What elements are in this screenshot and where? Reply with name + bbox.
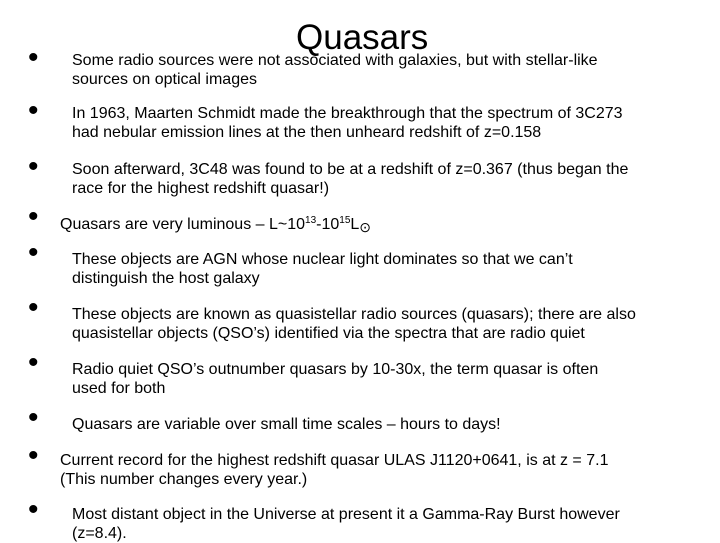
exponent: 13: [305, 215, 317, 226]
bullet-text-line: used for both: [72, 380, 166, 397]
bullet-item: [72, 250, 573, 288]
bullet-text-line: race for the highest redshift quasar!): [72, 180, 330, 197]
bullet-item: [60, 215, 371, 234]
sun-symbol-icon: ⊙: [359, 219, 372, 235]
bullet-icon: •: [28, 200, 39, 233]
bullet-text-line: had nebular emission lines at the then unheard redshift of z=0.158: [72, 124, 542, 141]
bullet-text-line: Radio quiet QSO’s outnumber quasars by 10-30x, the term quasar is often: [72, 361, 599, 378]
bullet-text-line: (This number changes every year.): [60, 471, 308, 488]
bullet-item: [72, 415, 501, 434]
bullet-icon: •: [28, 94, 39, 127]
bullet-text-line: Soon afterward, 3C48 was found to be at a redshift of z=0.367 (thus began the: [72, 161, 629, 178]
bullet-icon: •: [28, 291, 39, 324]
bullet-text-line: Most distant object in the Universe at present it a Gamma-Ray Burst however: [72, 506, 620, 523]
bullet-icon: •: [28, 401, 39, 434]
bullet-icon: •: [28, 493, 39, 526]
bullet-icon: •: [28, 41, 39, 74]
bullet-item: [60, 451, 608, 489]
bullet-item: [72, 360, 598, 398]
bullet-item: [72, 505, 620, 543]
bullet-icon: •: [28, 236, 39, 269]
slide-title: Quasars: [296, 18, 429, 57]
bullet-item: [72, 160, 628, 198]
bullet-text-line: These objects are known as quasistellar radio sources (quasars); there are also: [72, 306, 636, 323]
bullet-icon: •: [28, 439, 39, 472]
bullet-text-line: Quasars are variable over small time scales – hours to days!: [72, 416, 501, 433]
bullet-text-prefix: Quasars are very luminous – L~10: [60, 216, 306, 233]
bullet-text-line: Current record for the highest redshift quasar ULAS J1120+0641, is at z = 7.1: [60, 452, 609, 469]
bullet-text-dash: -10: [316, 216, 340, 233]
bullet-text-line: Some radio sources were not associated with galaxies, but with stellar-like: [72, 52, 598, 69]
bullet-item: [72, 305, 636, 343]
bullet-icon: •: [28, 346, 39, 379]
bullet-item: [72, 104, 623, 142]
luminosity-unit: L: [350, 216, 360, 233]
bullet-text-line: distinguish the host galaxy: [72, 270, 260, 287]
bullet-text-line: (z=8.4).: [72, 525, 127, 542]
bullet-icon: •: [28, 150, 39, 183]
bullet-text-line: These objects are AGN whose nuclear light dominates so that we can’t: [72, 251, 573, 268]
bullet-text-line: In 1963, Maarten Schmidt made the breakthrough that the spectrum of 3C273: [72, 105, 623, 122]
bullet-text-line: sources on optical images: [72, 71, 257, 88]
exponent: 15: [339, 215, 351, 226]
bullet-text-line: quasistellar objects (QSO’s) identified via the spectra that are radio quiet: [72, 325, 585, 342]
bullet-item: [72, 51, 598, 89]
